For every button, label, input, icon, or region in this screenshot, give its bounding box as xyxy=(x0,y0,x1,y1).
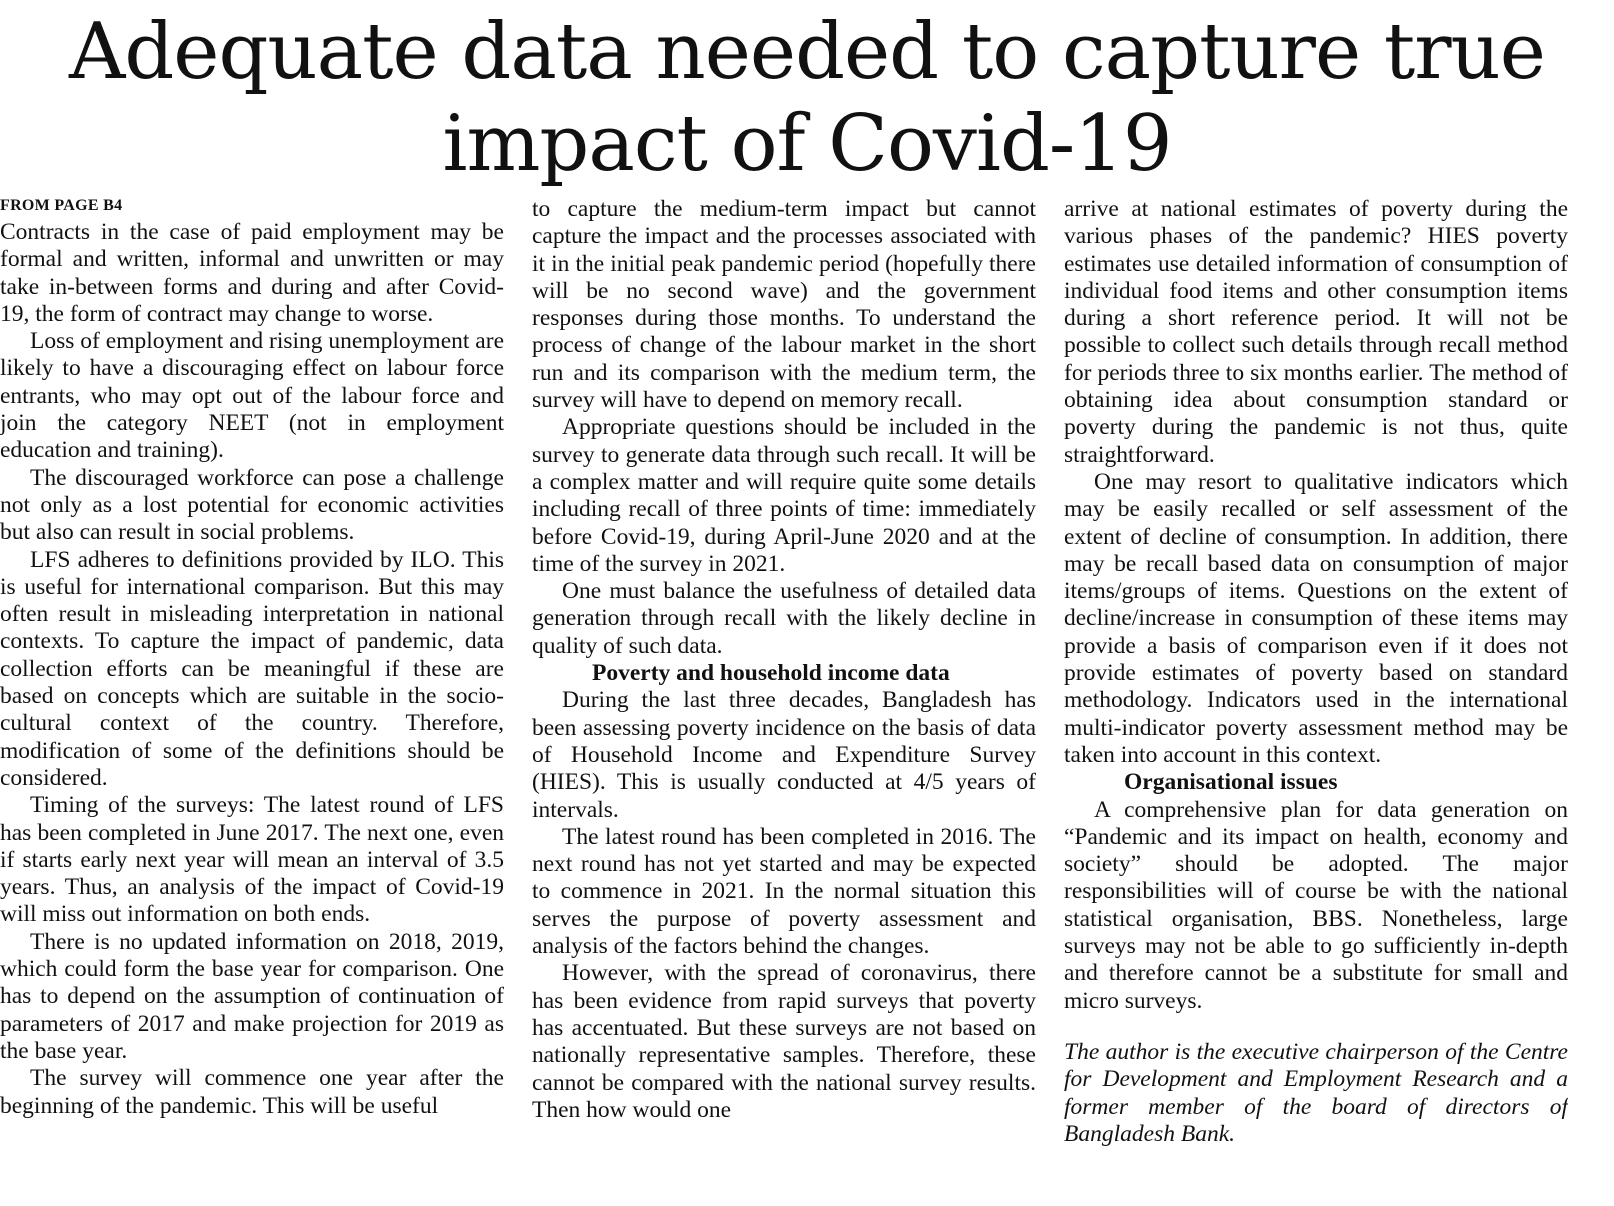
paragraph: Contracts in the case of paid employment may be formal and written, informal and unwritten or may take in-between forms and during and after Covid-19, the form of contract may change to worse. xyxy=(0,219,504,327)
paragraph: A comprehensive plan for data generation on “Pandemic and its impact on health, economy and society” should be adopted. The major responsibilities will of course be with the national statistical organisation, BBS. Nonetheless, large surveys may not be able to go sufficiently in-depth and therefore cannot be a substitute for small and micro surveys. xyxy=(1064,796,1568,1014)
paragraph: The survey will commence one year after the beginning of the pandemic. This will be useful xyxy=(0,1065,504,1119)
author-byline: The author is the executive chairperson of the Centre for Development and Employment Research and a former member of the board of directors of Bangladesh Bank. xyxy=(1064,1038,1568,1147)
paragraph: LFS adheres to definitions provided by ILO. This is useful for international comparison. But this may often result in misleading interpretation in national contexts. To capture the impact of pandemic, data collection efforts can be meaningful if these are based on concepts which are suitable in the socio-cultural context of the country. Therefore, modification of some of the definitions should be considered. xyxy=(0,546,504,791)
paragraph: The latest round has been completed in 2016. The next round has not yet started and may be expected to commence in 2021. In the normal situation this serves the purpose of poverty assessment and analysis of the factors behind the changes. xyxy=(532,823,1036,960)
article-headline: Adequate data needed to capture true impact of Covid-19 xyxy=(69,7,1545,189)
paragraph: to capture the medium-term impact but cannot capture the impact and the processes associated with it in the initial peak pandemic period (hopefully there will be no second wave) and the government responses during those months. To understand the process of change of the labour market in the short run and its comparison with the medium term, the survey will have to depend on memory recall. xyxy=(532,196,1036,414)
section-subhead: Organisational issues xyxy=(1124,769,1338,796)
paragraph: arrive at national estimates of poverty during the various phases of the pandemic? HIES poverty estimates use detailed information of consumption of individual food items and other consumption items during a short reference period. It will not be possible to collect such details through recall method for periods three to six months earlier. The method of obtaining idea about consumption standard or poverty during the pandemic is not thus, quite straightforward. xyxy=(1064,196,1568,468)
article-column-2 xyxy=(532,196,1036,1204)
paragraph: During the last three decades, Bangladesh has been assessing poverty incidence on the basis of data of Household Income and Expenditure Survey (HIES). This is usually conducted at 4/5 years of intervals. xyxy=(532,687,1036,823)
paragraph: There is no updated information on 2018, 2019, which could form the base year for comparison. One has to depend on the assumption of continuation of parameters of 2017 and make projection for 2019 as the base year. xyxy=(0,928,504,1064)
article-column-3 xyxy=(1064,196,1568,1204)
paragraph: One must balance the usefulness of detailed data generation through recall with the likely decline in quality of such data. xyxy=(532,578,1036,659)
paragraph: One may resort to qualitative indicators which may be easily recalled or self assessment of the extent of decline of consumption. In addition, there may be recall based data on consumption of major items/groups of items. Questions on the extent of decline/increase in consumption of these items may provide a basis of comparison even if it does not provide estimates of poverty based on standard methodology. Indicators used in the international multi-indicator poverty assessment method may be taken into account in this context. xyxy=(1064,468,1568,768)
paragraph: Loss of employment and rising unemployment are likely to have a discouraging effect on labour force entrants, who may opt out of the labour force and join the category NEET (not in employment education and training). xyxy=(0,328,504,464)
section-subhead: Poverty and household income data xyxy=(592,660,950,687)
article-column-1 xyxy=(0,196,504,1204)
paragraph: Timing of the surveys: The latest round of LFS has been completed in June 2017. The next one, even if starts early next year will mean an interval of 3.5 years. Thus, an analysis of the impact of Covid-19 will miss out information on both ends. xyxy=(0,792,504,928)
continued-from-label: FROM PAGE B4 xyxy=(0,197,123,214)
paragraph: The discouraged workforce can pose a challenge not only as a lost potential for economic activities but also can result in social problems. xyxy=(0,464,504,546)
paragraph: Appropriate questions should be included in the survey to generate data through such recall. It will be a complex matter and will require quite some details including recall of three points of time: immediately before Covid-19, during April-June 2020 and at the time of the survey in 2021. xyxy=(532,414,1036,577)
paragraph: However, with the spread of coronavirus, there has been evidence from rapid surveys that poverty has accentuated. But these surveys are not based on nationally representative samples. Therefore, these cannot be compared with the national survey results. Then how would one xyxy=(532,960,1036,1123)
